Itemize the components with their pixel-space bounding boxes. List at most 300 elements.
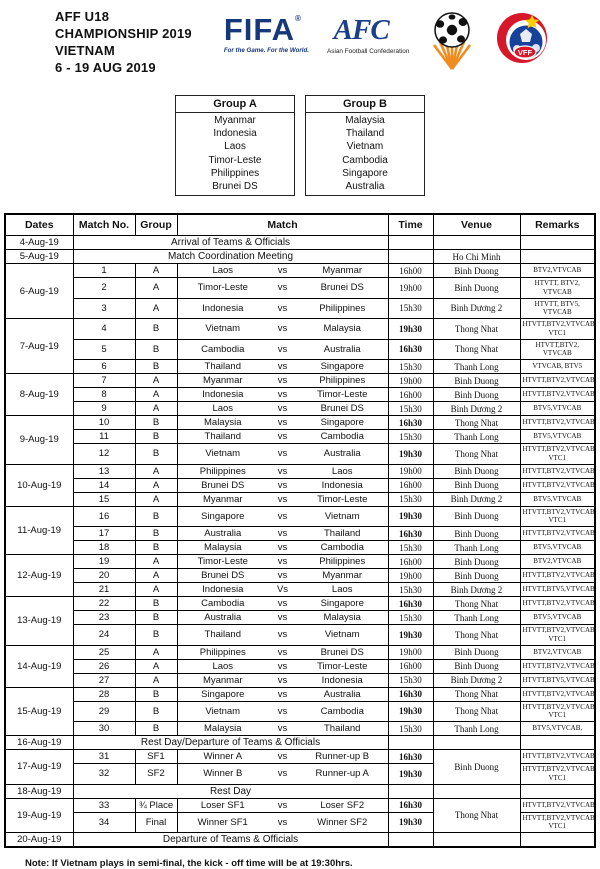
time-cell: 19h30: [388, 506, 433, 527]
match-cell: [177, 673, 388, 687]
schedule-row: [5, 430, 595, 444]
vs-label: vs: [277, 646, 288, 658]
schedule-row: [5, 402, 595, 416]
home-team: Laos: [212, 265, 234, 277]
event-row: [5, 236, 595, 250]
vs-label: vs: [277, 265, 288, 277]
remarks-cell: VTVCAB, BTV5: [520, 360, 595, 374]
time-cell: 19h00: [388, 569, 433, 583]
vs-label: vs: [277, 528, 288, 540]
away-team: Vietnam: [324, 629, 360, 641]
group-cell: A: [135, 583, 177, 597]
home-team: Singapore: [201, 688, 245, 700]
venue-cell: Binh Duong: [433, 478, 520, 492]
column-header: Time: [388, 214, 433, 236]
group-cell: SF1: [135, 750, 177, 764]
time-cell: 16h00: [388, 388, 433, 402]
venue-cell: Thong Nhat: [433, 687, 520, 701]
venue-cell: Thanh Long: [433, 360, 520, 374]
vs-label: vs: [277, 479, 288, 491]
match-line: [180, 466, 386, 477]
aff-football-trophy-icon: [427, 11, 477, 71]
away-team: Philippines: [319, 302, 366, 314]
tournament-title: [55, 9, 192, 77]
venue-cell: Binh Duong: [433, 506, 520, 527]
match-line: [180, 706, 386, 717]
venue-cell: Thong Nhat: [433, 319, 520, 340]
event-row: [5, 784, 595, 798]
date-cell: 4-Aug-19: [5, 236, 73, 250]
match-line: [180, 612, 386, 623]
match-line: [180, 480, 386, 491]
group-team: Thailand: [345, 128, 385, 140]
match-cell: [177, 555, 388, 569]
event-label-cell: Rest Day/Departure of Teams & Officials: [73, 736, 388, 750]
date-cell: 14-Aug-19: [5, 645, 73, 687]
remarks-cell: BTV5,VTVCAB: [520, 402, 595, 416]
schedule-row: [5, 701, 595, 722]
group-cell: A: [135, 298, 177, 319]
vs-label: vs: [277, 799, 288, 811]
schedule-row: [5, 611, 595, 625]
vff-logo: [495, 11, 549, 70]
away-team: Singapore: [320, 598, 364, 610]
remarks-cell: HTVTT,BTV2,VTVCAB: [520, 464, 595, 478]
match-line: [180, 629, 386, 640]
vs-label: Vs: [276, 584, 289, 596]
schedule-row: [5, 374, 595, 388]
match-line: [180, 344, 386, 355]
away-team: Australia: [323, 688, 361, 700]
group-team: Vietnam: [346, 141, 384, 153]
venue-cell: Thanh Long: [433, 722, 520, 736]
schedule-row: [5, 687, 595, 701]
home-team: Winner SF1: [197, 816, 248, 828]
match-line: [180, 528, 386, 539]
match-cell: [177, 492, 388, 506]
match-line: [180, 417, 386, 428]
group-cell: B: [135, 444, 177, 465]
schedule-row: [5, 527, 595, 541]
match-no-cell: 13: [73, 464, 135, 478]
remarks-cell: HTVTT,BTV2,VTVCAB VTC1: [520, 444, 595, 465]
match-no-cell: 30: [73, 722, 135, 736]
venue-cell: Binh Duong: [433, 464, 520, 478]
venue-cell: Thong Nhat: [433, 597, 520, 611]
match-line: [180, 689, 386, 700]
group-cell: A: [135, 264, 177, 278]
home-team: Australia: [204, 612, 242, 624]
home-team: Vietnam: [205, 323, 241, 335]
venue-cell: Ho Chi Minh: [433, 250, 520, 264]
vs-label: vs: [277, 389, 288, 401]
time-cell: 19h30: [388, 444, 433, 465]
afc-wordmark: AFC: [333, 14, 389, 46]
group-cell: B: [135, 722, 177, 736]
schedule-row: [5, 339, 595, 360]
home-team: Malaysia: [204, 417, 242, 429]
remarks-cell: HTVTT,BTV2,VTVCAB, VTC1: [520, 701, 595, 722]
group-team-list: [306, 113, 424, 195]
vs-label: vs: [277, 542, 288, 554]
vs-label: vs: [277, 375, 288, 387]
home-team: Laos: [212, 660, 234, 672]
remarks-cell: HTVTT,BTV2,VTVCAB, VTC1: [520, 625, 595, 646]
home-team: Australia: [204, 528, 242, 540]
away-team: Winner SF2: [317, 816, 368, 828]
match-line: [180, 661, 386, 672]
remarks-cell: HTVTT,BTV2,VTVCAB,: [520, 388, 595, 402]
away-team: Australia: [323, 448, 361, 460]
home-team: Myanmar: [202, 375, 243, 387]
match-cell: [177, 625, 388, 646]
group-team: Philippines: [210, 167, 260, 179]
match-no-cell: 1: [73, 264, 135, 278]
venue-cell: Thong Nhat: [433, 701, 520, 722]
time-cell: 16h30: [388, 687, 433, 701]
vs-label: vs: [277, 723, 288, 735]
remarks-cell: HTVTT,BTV2,VTVCAB,: [520, 798, 595, 812]
match-line: [180, 265, 386, 276]
time-cell: 15h30: [388, 722, 433, 736]
vs-label: vs: [277, 417, 288, 429]
venue-cell: Binh Duong: [433, 555, 520, 569]
away-team: Myanmar: [322, 570, 363, 582]
schedule-row: [5, 298, 595, 319]
group-team: Australia: [345, 180, 385, 192]
venue-cell: Thong Nhat: [433, 444, 520, 465]
remarks-cell: HTVTT,BTV5,VTVCAB,: [520, 583, 595, 597]
match-line: [180, 723, 386, 734]
schedule-row: [5, 444, 595, 465]
schedule-row: [5, 555, 595, 569]
footnote: Note: If Vietnam plays in semi-final, the kick - off time will be at 19:30hrs.: [25, 858, 353, 869]
venue-cell: Binh Duong: [433, 569, 520, 583]
remarks-cell: BTV5,VTVCAB: [520, 430, 595, 444]
match-line: [180, 389, 386, 400]
away-team: Runner-up A: [315, 768, 369, 780]
remarks-cell: [520, 250, 595, 264]
home-team: Laos: [212, 403, 234, 415]
remarks-cell: BTV5,VTVCAB,: [520, 722, 595, 736]
time-cell: 16h30: [388, 527, 433, 541]
match-cell: [177, 645, 388, 659]
vs-label: vs: [277, 674, 288, 686]
time-cell: 19h00: [388, 645, 433, 659]
time-cell: 15h30: [388, 492, 433, 506]
vff-crest-icon: [495, 11, 549, 65]
home-team: Philippines: [199, 646, 246, 658]
group-team-list: [176, 113, 294, 195]
group-cell: B: [135, 339, 177, 360]
group-cell: B: [135, 319, 177, 340]
schedule-row: [5, 319, 595, 340]
remarks-cell: BTV2,VTVCAB: [520, 645, 595, 659]
time-cell: 19h30: [388, 812, 433, 833]
match-no-cell: 20: [73, 569, 135, 583]
match-cell: [177, 319, 388, 340]
date-cell: 5-Aug-19: [5, 250, 73, 264]
match-no-cell: 22: [73, 597, 135, 611]
schedule-row: [5, 506, 595, 527]
venue-cell: Thong Nhat: [433, 798, 520, 833]
home-team: Brunei DS: [201, 570, 245, 582]
schedule-row: [5, 673, 595, 687]
home-team: Timor-Leste: [197, 282, 248, 294]
venue-cell: Binh Duong: [433, 388, 520, 402]
venue-cell: Binh Duong: [433, 374, 520, 388]
time-cell: [388, 833, 433, 848]
vs-label: vs: [277, 629, 288, 641]
time-cell: 16h30: [388, 339, 433, 360]
venue-cell: [433, 736, 520, 750]
match-no-cell: 29: [73, 701, 135, 722]
group-cell: B: [135, 687, 177, 701]
vs-label: vs: [277, 302, 288, 314]
match-line: [180, 511, 386, 522]
event-label-cell: Departure of Teams & Officials: [73, 833, 388, 848]
home-team: Cambodia: [201, 343, 245, 355]
away-team: Philippines: [319, 556, 366, 568]
group-team: Malaysia: [345, 115, 385, 126]
title-line-3: VIETNAM: [55, 42, 115, 58]
remarks-cell: [520, 236, 595, 250]
venue-cell: Binh Duong: [433, 278, 520, 299]
match-cell: [177, 541, 388, 555]
schedule-row: [5, 597, 595, 611]
date-cell: 20-Aug-19: [5, 833, 73, 848]
group-cell: A: [135, 402, 177, 416]
match-line: [180, 282, 386, 293]
group-box: [305, 95, 425, 196]
date-cell: 13-Aug-19: [5, 597, 73, 646]
venue-cell: Bình Dương 2: [433, 492, 520, 506]
group-team: Laos: [224, 141, 246, 153]
match-no-cell: 8: [73, 388, 135, 402]
logo-strip: [224, 9, 550, 76]
away-team: Indonesia: [321, 479, 363, 491]
group-box: [175, 95, 295, 196]
remarks-cell: [520, 736, 595, 750]
remarks-cell: HTVTT, BTV2, VTVCAB: [520, 278, 595, 299]
away-team: Philippines: [319, 375, 366, 387]
match-no-cell: 15: [73, 492, 135, 506]
vs-label: vs: [277, 323, 288, 335]
match-no-cell: 31: [73, 750, 135, 764]
match-no-cell: 19: [73, 555, 135, 569]
group-cell: B: [135, 360, 177, 374]
remarks-cell: HTVTT,BTV2,VTVCAB,: [520, 527, 595, 541]
time-cell: 16h00: [388, 555, 433, 569]
match-line: [180, 494, 386, 505]
match-no-cell: 9: [73, 402, 135, 416]
remarks-cell: [520, 784, 595, 798]
match-cell: [177, 374, 388, 388]
match-no-cell: 5: [73, 339, 135, 360]
match-cell: [177, 701, 388, 722]
group-cell: A: [135, 388, 177, 402]
away-team: Malaysia: [323, 323, 361, 335]
group-cell: B: [135, 506, 177, 527]
group-team: Singapore: [342, 167, 388, 179]
group-cell: A: [135, 374, 177, 388]
event-label-cell: Rest Day: [73, 784, 388, 798]
schedule-row: [5, 360, 595, 374]
remarks-cell: BTV2,VTVCAB: [520, 264, 595, 278]
match-line: [180, 584, 386, 595]
match-line: [180, 647, 386, 658]
home-team: Loser SF1: [200, 799, 245, 811]
match-no-cell: 11: [73, 430, 135, 444]
match-no-cell: 32: [73, 764, 135, 785]
vs-label: vs: [277, 431, 288, 443]
remarks-cell: HTVTT,BTV2,VTVCAB, VTC1: [520, 319, 595, 340]
remarks-cell: HTVTT,BTV2,VTVCAB,: [520, 659, 595, 673]
home-team: Myanmar: [202, 493, 243, 505]
venue-cell: Binh Duong: [433, 750, 520, 785]
venue-cell: Thong Nhat: [433, 625, 520, 646]
home-team: Timor-Leste: [197, 556, 248, 568]
venue-cell: Bình Dương 2: [433, 583, 520, 597]
venue-cell: Bình Dương 2: [433, 402, 520, 416]
away-team: Singapore: [320, 417, 364, 429]
match-no-cell: 6: [73, 360, 135, 374]
remarks-cell: HTVTT,BTV2,VTVCAB,: [520, 750, 595, 764]
title-line-4: 6 - 19 AUG 2019: [55, 59, 156, 75]
afc-logo: [326, 14, 410, 55]
match-cell: [177, 569, 388, 583]
time-cell: 16h30: [388, 416, 433, 430]
time-cell: 19h30: [388, 701, 433, 722]
away-team: Singapore: [320, 361, 364, 373]
group-cell: A: [135, 645, 177, 659]
remarks-cell: HTVTT,BTV2,VTVCAB, VTC1: [520, 506, 595, 527]
match-cell: [177, 597, 388, 611]
match-cell: [177, 583, 388, 597]
time-cell: 15h30: [388, 360, 433, 374]
vs-label: vs: [277, 465, 288, 477]
away-team: Australia: [323, 343, 361, 355]
match-no-cell: 16: [73, 506, 135, 527]
date-cell: 19-Aug-19: [5, 798, 73, 833]
time-cell: 15h30: [388, 541, 433, 555]
home-team: Philippines: [199, 465, 246, 477]
group-cell: A: [135, 278, 177, 299]
date-cell: 8-Aug-19: [5, 374, 73, 416]
match-line: [180, 361, 386, 372]
time-cell: 15h30: [388, 430, 433, 444]
date-cell: 9-Aug-19: [5, 416, 73, 465]
home-team: Malaysia: [204, 723, 242, 735]
remarks-cell: BTV5,VTVCAB: [520, 611, 595, 625]
group-cell: ¾ Place: [135, 798, 177, 812]
title-line-2: CHAMPIONSHIP 2019: [55, 25, 192, 41]
match-cell: [177, 527, 388, 541]
venue-cell: Thanh Long: [433, 430, 520, 444]
home-team: Winner B: [203, 768, 243, 780]
match-no-cell: 18: [73, 541, 135, 555]
match-line: [180, 768, 386, 779]
date-cell: 11-Aug-19: [5, 506, 73, 555]
match-no-cell: 25: [73, 645, 135, 659]
time-cell: 15h30: [388, 583, 433, 597]
time-cell: 16h30: [388, 750, 433, 764]
column-header: Remarks: [520, 214, 595, 236]
away-team: Cambodia: [320, 542, 364, 554]
remarks-cell: HTVTT,BTV2,VTVCAB, VTC1: [520, 764, 595, 785]
time-cell: 19h30: [388, 764, 433, 785]
column-header: Venue: [433, 214, 520, 236]
home-team: Indonesia: [202, 389, 244, 401]
venue-cell: Binh Duong: [433, 527, 520, 541]
away-team: Runner-up B: [315, 751, 370, 763]
venue-cell: Binh Duong: [433, 264, 520, 278]
match-line: [180, 800, 386, 811]
event-row: [5, 250, 595, 264]
match-line: [180, 598, 386, 609]
time-cell: 19h30: [388, 319, 433, 340]
group-cell: B: [135, 597, 177, 611]
match-cell: [177, 812, 388, 833]
home-team: Vietnam: [205, 448, 241, 460]
match-line: [180, 303, 386, 314]
schedule-row: [5, 645, 595, 659]
date-cell: 15-Aug-19: [5, 687, 73, 736]
match-cell: [177, 388, 388, 402]
match-line: [180, 375, 386, 386]
group-cell: B: [135, 430, 177, 444]
group-cell: B: [135, 611, 177, 625]
group-cell: B: [135, 541, 177, 555]
time-cell: 15h30: [388, 673, 433, 687]
match-cell: [177, 339, 388, 360]
match-line: [180, 323, 386, 334]
table-header-row: [5, 214, 595, 236]
column-header: Group: [135, 214, 177, 236]
away-team: Cambodia: [320, 431, 364, 443]
column-header: Match No.: [73, 214, 135, 236]
fifa-wordmark: FIFA®: [223, 12, 302, 47]
vs-label: vs: [277, 612, 288, 624]
fifa-logo: [223, 12, 309, 55]
schedule-row: [5, 541, 595, 555]
match-line: [180, 675, 386, 686]
home-team: Indonesia: [202, 584, 244, 596]
group-team: Cambodia: [342, 154, 388, 166]
home-team: Myanmar: [202, 674, 243, 686]
time-cell: 19h00: [388, 278, 433, 299]
venue-cell: [433, 236, 520, 250]
match-cell: [177, 506, 388, 527]
group-cell: B: [135, 527, 177, 541]
match-line: [180, 817, 386, 828]
match-line: [180, 403, 386, 414]
schedule-row: [5, 798, 595, 812]
away-team: Timor-Leste: [317, 493, 368, 505]
date-cell: 18-Aug-19: [5, 784, 73, 798]
remarks-cell: HTVTT,BTV2,VTVCAB, VTC1: [520, 812, 595, 833]
home-team: Singapore: [201, 510, 245, 522]
schedule-row: [5, 722, 595, 736]
match-cell: [177, 264, 388, 278]
match-cell: [177, 611, 388, 625]
remarks-cell: HTVTT,BTV2,VTVCAB: [520, 478, 595, 492]
remarks-cell: [520, 833, 595, 848]
match-line: [180, 448, 386, 459]
time-cell: [388, 250, 433, 264]
vs-label: vs: [277, 688, 288, 700]
column-header: Match: [177, 214, 388, 236]
